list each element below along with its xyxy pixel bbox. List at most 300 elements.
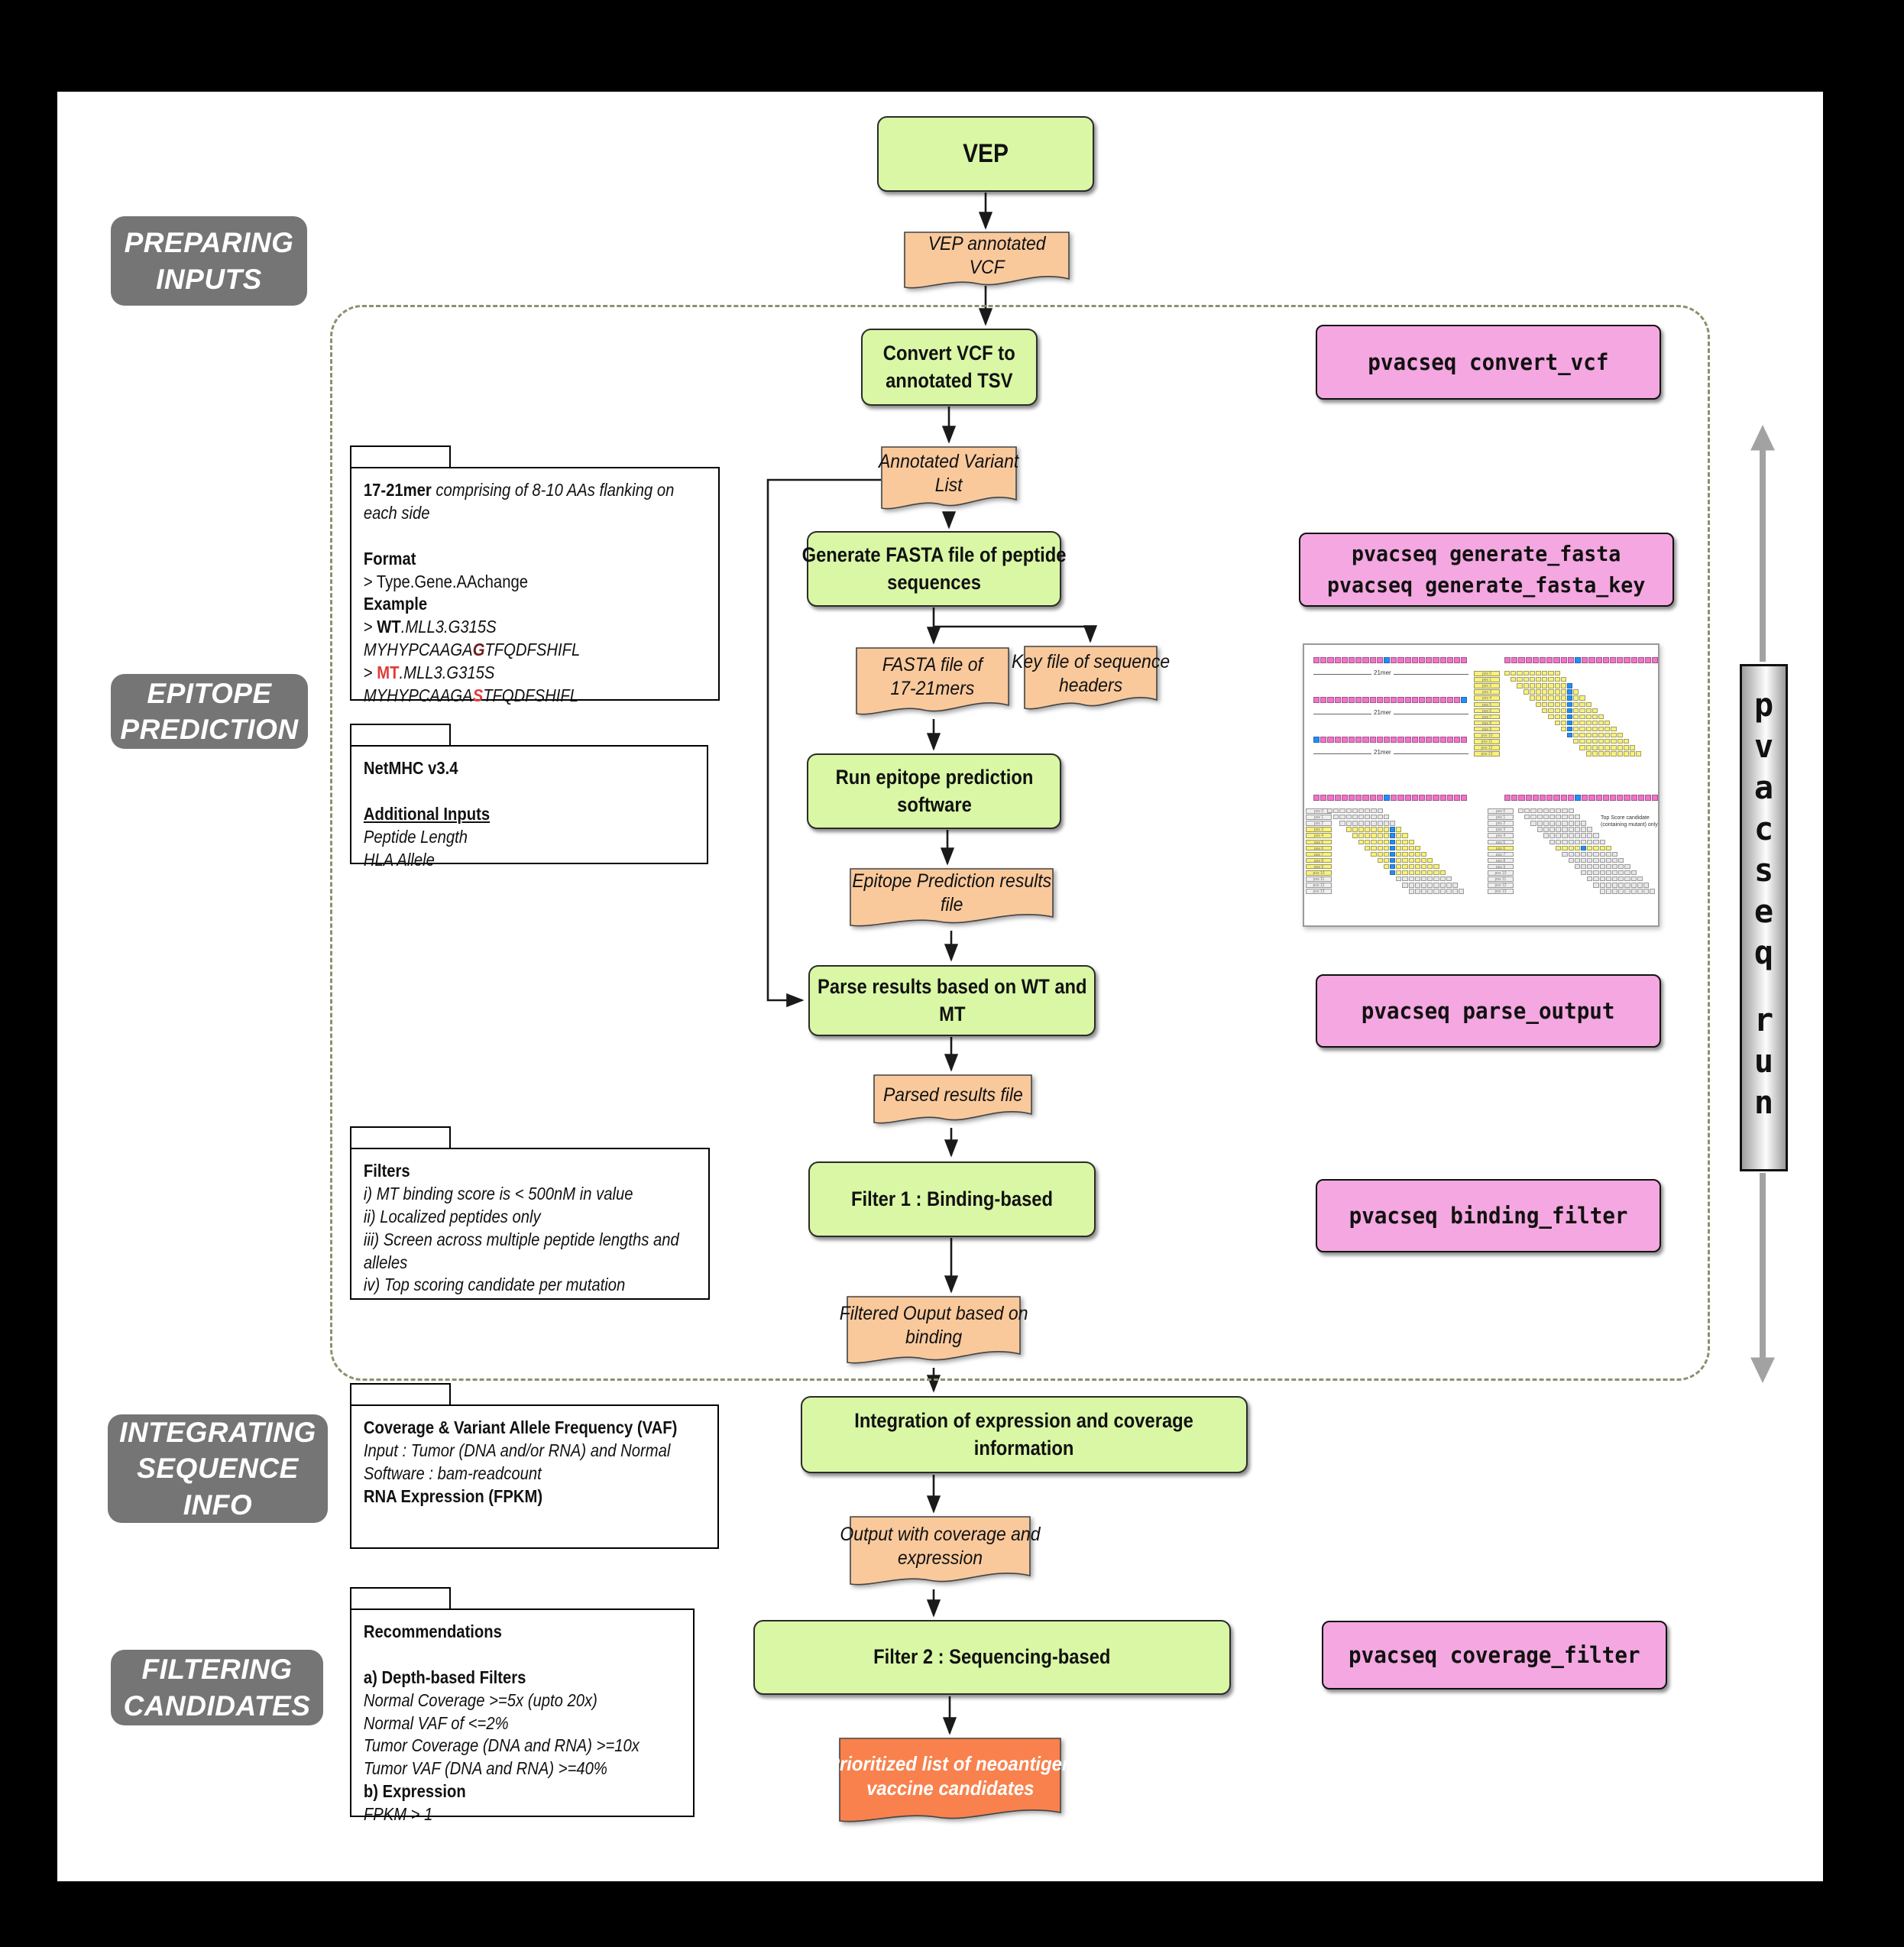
figure-panel bbox=[1303, 643, 1660, 927]
figure-cell bbox=[1370, 795, 1376, 801]
figure-pos-label: pos 9 bbox=[1474, 727, 1500, 732]
figure-cell bbox=[1405, 795, 1411, 801]
figure-cell bbox=[1593, 840, 1598, 844]
figure-cell bbox=[1355, 795, 1362, 801]
figure-cell bbox=[1637, 889, 1643, 893]
figure-cell bbox=[1346, 815, 1352, 819]
figure-cell bbox=[1604, 727, 1610, 731]
figure-cell bbox=[1530, 671, 1535, 675]
figure-cell bbox=[1555, 671, 1560, 675]
figure-cell bbox=[1587, 870, 1592, 875]
figure-cell bbox=[1587, 876, 1592, 881]
figure-cell bbox=[1573, 721, 1579, 725]
figure-cell bbox=[1511, 677, 1516, 682]
figure-cell bbox=[1600, 846, 1605, 850]
figure-cell bbox=[1587, 858, 1592, 863]
node-generate-fasta: Generate FASTA file of peptide sequences bbox=[807, 531, 1061, 607]
node-parse-results: Parse results based on WT and MT bbox=[808, 965, 1096, 1036]
figure-cell bbox=[1575, 815, 1580, 819]
doc-prioritized-neoantigen-candidates: Prioritized list of neoantigen vaccine candidates bbox=[839, 1738, 1061, 1825]
figure-cell bbox=[1409, 883, 1414, 887]
figure-cell bbox=[1355, 697, 1362, 703]
figure-cell bbox=[1333, 815, 1339, 819]
figure-cell bbox=[1548, 689, 1553, 694]
figure-cell bbox=[1586, 708, 1592, 713]
figure-cell bbox=[1593, 833, 1598, 837]
figure-pos-label: pos 11 bbox=[1474, 739, 1500, 744]
figure-cell bbox=[1378, 840, 1383, 844]
doc-fasta-file-17-21mers: FASTA file of 17-21mers bbox=[856, 647, 1009, 718]
node-filter1-binding: Filter 1 : Binding-based bbox=[808, 1161, 1096, 1237]
figure-cell bbox=[1561, 714, 1566, 719]
figure-cell bbox=[1555, 702, 1560, 707]
figure-cell bbox=[1518, 657, 1524, 663]
figure-cell bbox=[1542, 677, 1547, 682]
figure-pos-label: pos 6 bbox=[1474, 708, 1500, 714]
figure-cell bbox=[1542, 695, 1547, 700]
figure-cell bbox=[1573, 714, 1579, 719]
figure-cell bbox=[1384, 852, 1389, 857]
figure-cell bbox=[1518, 808, 1524, 813]
figure-cell bbox=[1440, 657, 1446, 663]
figure-pos-label: pos 4 bbox=[1306, 833, 1332, 838]
figure-cell bbox=[1548, 708, 1553, 713]
figure-cell bbox=[1530, 695, 1535, 700]
figure-cell bbox=[1427, 870, 1433, 875]
figure-cell bbox=[1611, 727, 1616, 731]
figure-cell bbox=[1555, 708, 1560, 713]
figure-cell bbox=[1421, 852, 1426, 857]
figure-cell bbox=[1384, 815, 1389, 819]
figure-cell bbox=[1600, 864, 1605, 869]
figure-cell bbox=[1610, 657, 1616, 663]
figure-cell bbox=[1598, 721, 1604, 725]
figure-pos-label: pos 7 bbox=[1474, 714, 1500, 720]
node-vep: VEP bbox=[877, 116, 1094, 192]
figure-cell bbox=[1440, 883, 1446, 887]
figure-cell bbox=[1650, 889, 1655, 893]
figure-cell bbox=[1624, 870, 1630, 875]
figure-cell bbox=[1637, 876, 1643, 881]
figure-cell bbox=[1402, 846, 1407, 850]
note-tab bbox=[350, 445, 451, 468]
figure-cell bbox=[1377, 657, 1383, 663]
figure-cell bbox=[1581, 870, 1586, 875]
figure-cell bbox=[1567, 689, 1572, 694]
figure-pos-label: pos 5 bbox=[1474, 702, 1500, 708]
figure-cell bbox=[1581, 846, 1586, 850]
figure-cell bbox=[1600, 870, 1605, 875]
figure-cell bbox=[1624, 751, 1629, 756]
figure-cell bbox=[1542, 708, 1547, 713]
figure-cell bbox=[1600, 858, 1605, 863]
figure-cell bbox=[1562, 808, 1567, 813]
figure-cell bbox=[1586, 702, 1592, 707]
figure-cell bbox=[1415, 858, 1420, 863]
figure-cell bbox=[1402, 852, 1407, 857]
figure-cell bbox=[1358, 808, 1364, 813]
figure-cell bbox=[1638, 657, 1644, 663]
figure-cell bbox=[1371, 840, 1376, 844]
figure-cell bbox=[1555, 677, 1560, 682]
figure-cell bbox=[1524, 808, 1530, 813]
figure-cell bbox=[1391, 795, 1397, 801]
figure-cell bbox=[1561, 721, 1566, 725]
figure-pos-label: pos 1 bbox=[1306, 815, 1332, 820]
figure-cell bbox=[1611, 733, 1616, 737]
figure-cell bbox=[1371, 815, 1376, 819]
figure-cell bbox=[1612, 864, 1617, 869]
figure-cell bbox=[1530, 677, 1535, 682]
figure-pos-label: pos 13 bbox=[1306, 889, 1332, 894]
figure-cell bbox=[1606, 864, 1611, 869]
figure-cell bbox=[1542, 689, 1547, 694]
figure-cell bbox=[1543, 821, 1549, 825]
figure-cell bbox=[1536, 677, 1541, 682]
figure-cell bbox=[1402, 876, 1407, 881]
figure-cell bbox=[1581, 833, 1586, 837]
figure-pos-label: pos 9 bbox=[1488, 864, 1514, 870]
figure-cell bbox=[1454, 657, 1460, 663]
figure-cell bbox=[1530, 815, 1536, 819]
figure-cell bbox=[1631, 870, 1637, 875]
figure-cell bbox=[1504, 671, 1510, 675]
figure-cell bbox=[1409, 852, 1414, 857]
figure-cell bbox=[1377, 697, 1383, 703]
figure-cell bbox=[1537, 827, 1543, 831]
cmd-pvacseq-coverage-filter: pvacseq coverage_filter bbox=[1322, 1621, 1667, 1689]
figure-cell bbox=[1384, 697, 1390, 703]
figure-pos-label: pos 11 bbox=[1488, 876, 1514, 882]
figure-cell bbox=[1390, 858, 1395, 863]
cmd-pvacseq-binding-filter: pvacseq binding_filter bbox=[1316, 1179, 1661, 1252]
figure-cell bbox=[1587, 846, 1592, 850]
figure-cell bbox=[1459, 889, 1464, 893]
figure-cell bbox=[1335, 657, 1341, 663]
figure-cell bbox=[1592, 739, 1598, 743]
figure-cell bbox=[1587, 833, 1592, 837]
figure-cell bbox=[1362, 795, 1368, 801]
figure-cell bbox=[1631, 795, 1637, 801]
figure-cell bbox=[1378, 827, 1383, 831]
figure-cell bbox=[1339, 815, 1345, 819]
figure-cell bbox=[1433, 657, 1439, 663]
figure-cell bbox=[1543, 815, 1549, 819]
figure-cell bbox=[1384, 858, 1389, 863]
figure-cell bbox=[1412, 795, 1418, 801]
figure-cell bbox=[1606, 852, 1611, 857]
figure-cell bbox=[1447, 657, 1453, 663]
figure-cell bbox=[1370, 657, 1376, 663]
figure-cell bbox=[1567, 708, 1572, 713]
figure-cell bbox=[1587, 864, 1592, 869]
figure-cell bbox=[1384, 657, 1390, 663]
figure-cell bbox=[1530, 821, 1536, 825]
figure-pos-label: pos 3 bbox=[1488, 827, 1514, 832]
figure-pos-label: pos 10 bbox=[1488, 870, 1514, 876]
figure-cell bbox=[1587, 840, 1592, 844]
figure-21mer-label: 21mer bbox=[1371, 709, 1394, 716]
figure-cell bbox=[1600, 840, 1605, 844]
cmd-pvacseq-convert-vcf: pvacseq convert_vcf bbox=[1316, 325, 1661, 400]
figure-cell bbox=[1581, 858, 1586, 863]
figure-cell bbox=[1540, 657, 1546, 663]
figure-cell bbox=[1579, 745, 1585, 750]
figure-cell bbox=[1569, 821, 1574, 825]
figure-cell bbox=[1358, 815, 1364, 819]
figure-cell bbox=[1543, 833, 1549, 837]
figure-cell bbox=[1365, 815, 1370, 819]
figure-cell bbox=[1575, 858, 1580, 863]
figure-cell bbox=[1524, 683, 1529, 688]
figure-cell bbox=[1573, 702, 1579, 707]
figure-cell bbox=[1378, 858, 1383, 863]
figure-cell bbox=[1530, 808, 1536, 813]
figure-cell bbox=[1427, 883, 1433, 887]
figure-cell bbox=[1355, 737, 1362, 743]
figure-cell bbox=[1378, 846, 1383, 850]
figure-cell bbox=[1637, 883, 1643, 887]
figure-cell bbox=[1517, 671, 1522, 675]
figure-cell bbox=[1530, 689, 1535, 694]
figure-cell bbox=[1567, 721, 1572, 725]
figure-cell bbox=[1346, 821, 1352, 825]
figure-cell bbox=[1600, 876, 1605, 881]
figure-cell bbox=[1409, 876, 1414, 881]
figure-cell bbox=[1561, 695, 1566, 700]
figure-cell bbox=[1433, 864, 1439, 869]
figure-cell bbox=[1526, 657, 1532, 663]
figure-cell bbox=[1349, 737, 1355, 743]
figure-cell bbox=[1617, 733, 1623, 737]
figure-cell bbox=[1612, 858, 1617, 863]
figure-cell bbox=[1352, 827, 1358, 831]
figure-cell bbox=[1371, 846, 1376, 850]
figure-cell bbox=[1396, 852, 1401, 857]
figure-cell bbox=[1573, 689, 1579, 694]
note-binding-filters: Filters i) MT binding score is < 500nM in value ii) Localized peptides only iii) Screen across multiple peptide lengths and alleles iv) Top scoring candidate per mutation bbox=[350, 1148, 710, 1300]
figure-cell bbox=[1419, 737, 1425, 743]
figure-cell bbox=[1561, 727, 1566, 731]
figure-cell bbox=[1562, 840, 1567, 844]
figure-cell bbox=[1548, 714, 1553, 719]
figure-cell bbox=[1553, 657, 1559, 663]
figure-pos-label: pos 2 bbox=[1488, 821, 1514, 826]
figure-cell bbox=[1384, 827, 1389, 831]
figure-cell bbox=[1421, 864, 1426, 869]
figure-pos-label: pos 4 bbox=[1488, 833, 1514, 838]
node-convert-vcf-to-tsv: Convert VCF to annotated TSV bbox=[861, 329, 1038, 406]
figure-cell bbox=[1604, 733, 1610, 737]
figure-cell bbox=[1592, 733, 1598, 737]
figure-cell bbox=[1567, 683, 1572, 688]
figure-cell bbox=[1555, 683, 1560, 688]
section-label-filtering-candidates: FILTERING CANDIDATES bbox=[111, 1650, 323, 1725]
figure-cell bbox=[1352, 815, 1358, 819]
figure-cell bbox=[1567, 702, 1572, 707]
figure-cell bbox=[1409, 889, 1414, 893]
figure-cell bbox=[1384, 846, 1389, 850]
node-run-epitope-prediction: Run epitope prediction software bbox=[807, 753, 1061, 829]
figure-cell bbox=[1579, 708, 1585, 713]
figure-cell bbox=[1327, 808, 1332, 813]
figure-cell bbox=[1575, 840, 1580, 844]
figure-cell bbox=[1548, 702, 1553, 707]
figure-cell bbox=[1606, 846, 1611, 850]
figure-cell bbox=[1588, 657, 1595, 663]
figure-cell bbox=[1562, 846, 1567, 850]
figure-cell bbox=[1440, 795, 1446, 801]
figure-cell bbox=[1371, 821, 1376, 825]
figure-cell bbox=[1631, 883, 1637, 887]
figure-pos-label: pos 13 bbox=[1474, 751, 1500, 756]
note-tab bbox=[350, 1383, 451, 1406]
cmd-pvacseq-parse-output: pvacseq parse_output bbox=[1316, 974, 1661, 1048]
figure-pos-label: pos 6 bbox=[1488, 846, 1514, 851]
figure-cell bbox=[1415, 883, 1420, 887]
figure-cell bbox=[1537, 808, 1543, 813]
figure-cell bbox=[1358, 840, 1364, 844]
figure-cell bbox=[1543, 827, 1549, 831]
figure-cell bbox=[1402, 883, 1407, 887]
figure-cell bbox=[1575, 821, 1580, 825]
figure-cell bbox=[1427, 858, 1433, 863]
cmd-pvacseq-generate-fasta: pvacseq generate_fasta pvacseq generate_fasta_key bbox=[1299, 533, 1674, 607]
figure-cell bbox=[1581, 852, 1586, 857]
figure-cell bbox=[1630, 751, 1635, 756]
figure-cell bbox=[1611, 739, 1616, 743]
figure-cell bbox=[1624, 739, 1629, 743]
figure-cell bbox=[1335, 697, 1341, 703]
figure-cell bbox=[1612, 852, 1617, 857]
figure-cell bbox=[1556, 821, 1561, 825]
figure-cell bbox=[1412, 657, 1418, 663]
figure-cell bbox=[1548, 677, 1553, 682]
figure-cell bbox=[1377, 737, 1383, 743]
figure-cell bbox=[1586, 727, 1592, 731]
figure-cell bbox=[1339, 808, 1345, 813]
figure-cell bbox=[1452, 889, 1458, 893]
figure-cell bbox=[1358, 833, 1364, 837]
figure-cell bbox=[1600, 883, 1605, 887]
figure-cell bbox=[1617, 751, 1623, 756]
figure-cell bbox=[1384, 840, 1389, 844]
figure-cell bbox=[1556, 808, 1561, 813]
figure-cell bbox=[1561, 795, 1567, 801]
figure-cell bbox=[1335, 795, 1341, 801]
figure-cell bbox=[1593, 846, 1598, 850]
figure-cell bbox=[1440, 889, 1446, 893]
figure-cell bbox=[1320, 657, 1326, 663]
figure-cell bbox=[1397, 697, 1404, 703]
figure-cell bbox=[1402, 833, 1407, 837]
figure-cell bbox=[1543, 808, 1549, 813]
figure-cell bbox=[1586, 714, 1592, 719]
figure-cell bbox=[1549, 821, 1555, 825]
figure-cell bbox=[1402, 864, 1407, 869]
figure-cell bbox=[1606, 889, 1611, 893]
figure-cell bbox=[1346, 827, 1352, 831]
figure-cell bbox=[1586, 745, 1592, 750]
figure-cell bbox=[1582, 795, 1588, 801]
figure-cell bbox=[1415, 852, 1420, 857]
figure-cell bbox=[1536, 671, 1541, 675]
figure-cell bbox=[1409, 858, 1414, 863]
figure-cell bbox=[1579, 739, 1585, 743]
figure-cell bbox=[1405, 697, 1411, 703]
figure-cell bbox=[1573, 739, 1579, 743]
doc-parsed-results-file: Parsed results file bbox=[873, 1074, 1032, 1126]
figure-cell bbox=[1549, 840, 1555, 844]
section-label-preparing-inputs: PREPARING INPUTS bbox=[111, 216, 307, 306]
figure-cell bbox=[1631, 889, 1637, 893]
figure-cell bbox=[1618, 870, 1624, 875]
figure-cell bbox=[1504, 657, 1511, 663]
figure-cell bbox=[1555, 695, 1560, 700]
figure-pos-label: pos 0 bbox=[1474, 671, 1500, 676]
figure-cell bbox=[1396, 840, 1401, 844]
figure-cell bbox=[1409, 840, 1414, 844]
figure-cell bbox=[1313, 737, 1320, 743]
figure-cell bbox=[1390, 821, 1395, 825]
figure-cell bbox=[1569, 858, 1574, 863]
figure-cell bbox=[1569, 840, 1574, 844]
figure-pos-label: pos 2 bbox=[1474, 683, 1500, 688]
figure-cell bbox=[1579, 714, 1585, 719]
figure-pos-label: pos 8 bbox=[1474, 721, 1500, 726]
figure-cell bbox=[1421, 858, 1426, 863]
doc-annotated-variant-list: Annotated Variant List bbox=[881, 446, 1017, 512]
doc-filtered-output-binding: Filtered Ouput based on binding bbox=[847, 1296, 1021, 1366]
figure-pos-label: pos 3 bbox=[1306, 827, 1332, 832]
figure-cell bbox=[1581, 840, 1586, 844]
figure-cell bbox=[1567, 714, 1572, 719]
figure-cell bbox=[1396, 864, 1401, 869]
figure-cell bbox=[1596, 657, 1602, 663]
figure-cell bbox=[1370, 737, 1376, 743]
figure-cell bbox=[1358, 827, 1364, 831]
pvacseq-run-bar: p v a c s e q r u n bbox=[1740, 664, 1788, 1171]
figure-cell bbox=[1320, 737, 1326, 743]
figure-cell bbox=[1346, 808, 1352, 813]
figure-cell bbox=[1412, 697, 1418, 703]
figure-cell bbox=[1636, 751, 1641, 756]
figure-cell bbox=[1611, 751, 1616, 756]
figure-pos-label: pos 5 bbox=[1488, 840, 1514, 845]
figure-cell bbox=[1397, 657, 1404, 663]
figure-cell bbox=[1575, 795, 1581, 801]
note-coverage-vaf: Coverage & Variant Allele Frequency (VAF) Input : Tumor (DNA and/or RNA) and Normal Software : bam-readcount RNA Expression (FPKM) bbox=[350, 1404, 719, 1549]
note-17-21mer-format: 17-21mer comprising of 8-10 AAs flanking on each side Format > Type.Gene.AAchange Example > WT.MLL3.G315S MYHYPCAAGAGTFQDFSHIFL > MT.MLL3.G315S MYHYPCAAGASTFQDFSHIFL bbox=[350, 467, 720, 701]
figure-cell bbox=[1561, 683, 1566, 688]
figure-cell bbox=[1447, 795, 1453, 801]
doc-epitope-prediction-results: Epitope Prediction results file bbox=[850, 868, 1054, 929]
figure-cell bbox=[1592, 727, 1598, 731]
figure-cell bbox=[1433, 876, 1439, 881]
figure-cell bbox=[1569, 852, 1574, 857]
figure-cell bbox=[1624, 745, 1629, 750]
figure-cell bbox=[1624, 864, 1630, 869]
figure-cell bbox=[1396, 827, 1401, 831]
figure-cell bbox=[1415, 870, 1420, 875]
figure-cell bbox=[1446, 889, 1452, 893]
figure-cell bbox=[1397, 795, 1404, 801]
figure-cell bbox=[1320, 697, 1326, 703]
figure-cell bbox=[1426, 737, 1432, 743]
figure-cell bbox=[1596, 795, 1602, 801]
figure-pos-label: pos 8 bbox=[1488, 858, 1514, 863]
figure-cell bbox=[1349, 795, 1355, 801]
